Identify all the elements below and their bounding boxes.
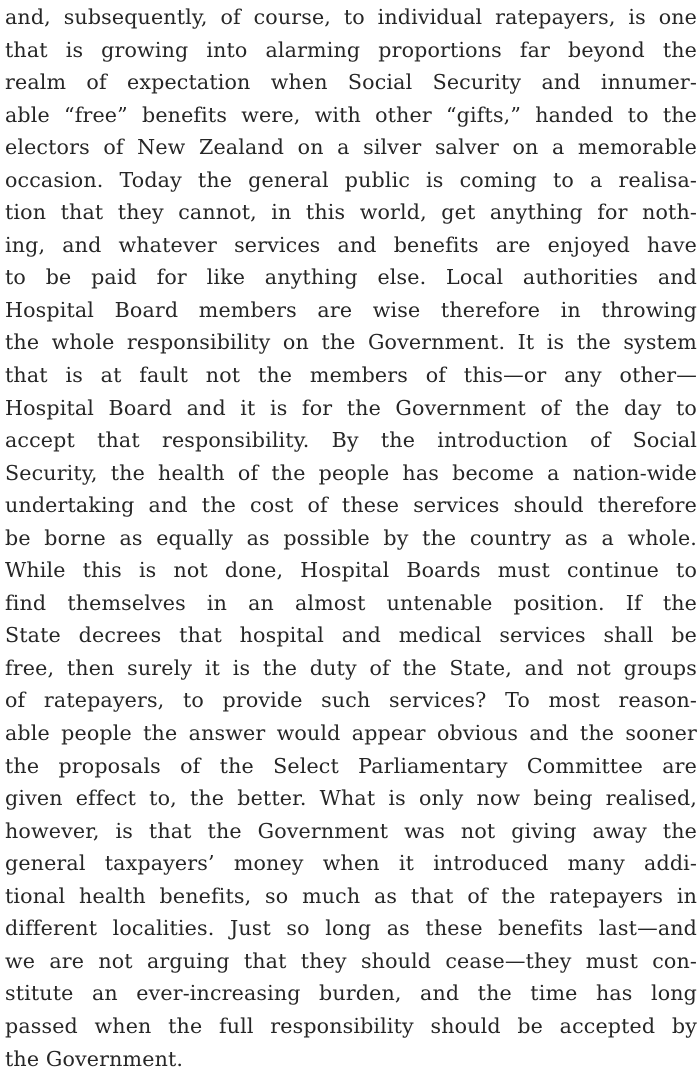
text-line: the Government.: [5, 1043, 697, 1075]
text-line: tion that they cannot, in this world, get anything for noth-: [5, 196, 697, 229]
text-line: given effect to, the better. What is only now being realised,: [5, 782, 697, 815]
text-line: passed when the full responsibility should be accepted by: [5, 1010, 697, 1043]
text-line: accept that responsibility. By the introduction of Social: [5, 424, 697, 457]
text-line: however, is that the Government was not giving away the: [5, 815, 697, 848]
body-paragraph: [5, 1, 697, 1075]
text-line: that is at fault not the members of this—or any other—: [5, 359, 697, 392]
text-line: different localities. Just so long as these benefits last—and: [5, 912, 697, 945]
text-line: we are not arguing that they should cease—they must con-: [5, 945, 697, 978]
text-line: general taxpayers’ money when it introduced many addi-: [5, 847, 697, 880]
text-line: of ratepayers, to provide such services? To most reason-: [5, 684, 697, 717]
text-line: While this is not done, Hospital Boards must continue to: [5, 554, 697, 587]
text-line: Security, the health of the people has become a nation-wide: [5, 457, 697, 490]
text-line: realm of expectation when Social Security and innumer-: [5, 66, 697, 99]
document-page: [5, 1, 697, 1075]
text-line: Hospital Board and it is for the Government of the day to: [5, 392, 697, 425]
text-line: able people the answer would appear obvious and the sooner: [5, 717, 697, 750]
text-line: occasion. Today the general public is coming to a realisa-: [5, 164, 697, 197]
text-line: ing, and whatever services and benefits are enjoyed have: [5, 229, 697, 262]
text-line: tional health benefits, so much as that of the ratepayers in: [5, 880, 697, 913]
text-line: and, subsequently, of course, to individual ratepayers, is one: [5, 1, 697, 34]
text-line: the proposals of the Select Parliamentary Committee are: [5, 750, 697, 783]
text-line: find themselves in an almost untenable position. If the: [5, 587, 697, 620]
text-line: Hospital Board members are wise therefore in throwing: [5, 294, 697, 327]
text-line: undertaking and the cost of these services should therefore: [5, 489, 697, 522]
text-line: free, then surely it is the duty of the State, and not groups: [5, 652, 697, 685]
text-line: State decrees that hospital and medical services shall be: [5, 619, 697, 652]
text-line: electors of New Zealand on a silver salver on a memorable: [5, 131, 697, 164]
text-line: stitute an ever-increasing burden, and the time has long: [5, 977, 697, 1010]
text-line: be borne as equally as possible by the country as a whole.: [5, 522, 697, 555]
text-line: able “free” benefits were, with other “gifts,” handed to the: [5, 99, 697, 132]
text-line: to be paid for like anything else. Local authorities and: [5, 261, 697, 294]
text-line: that is growing into alarming proportions far beyond the: [5, 34, 697, 67]
text-line: the whole responsibility on the Government. It is the system: [5, 326, 697, 359]
